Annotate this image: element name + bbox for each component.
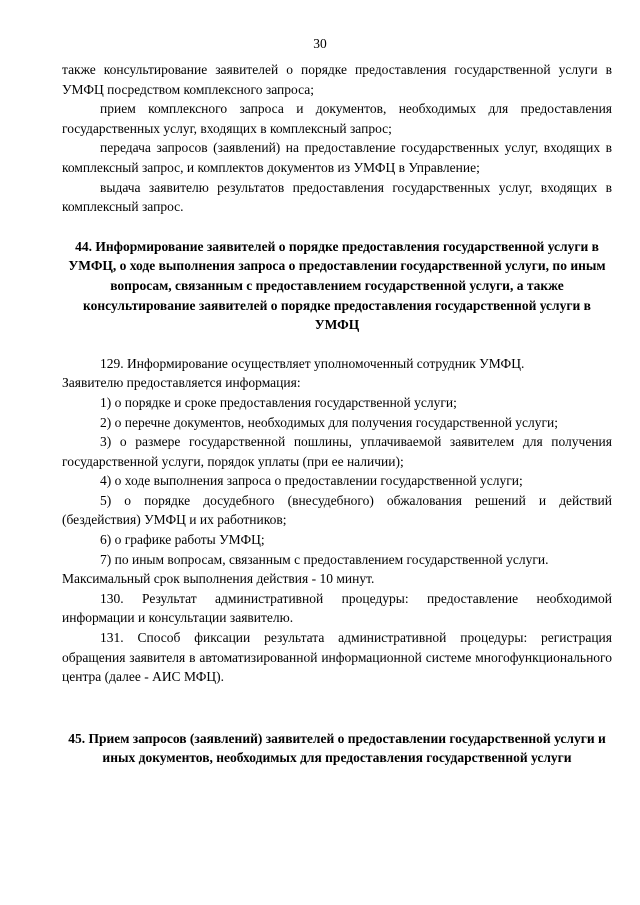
section-44-paragraph: Максимальный срок выполнения действия - 10 минут. <box>62 571 375 587</box>
section-44-paragraph: Заявителю предоставляется информация: <box>62 375 301 391</box>
list-item: 2) о перечне документов, необходимых для получения государственной услуги; <box>100 414 559 430</box>
intro-paragraph: выдача заявителю результатов предоставления государственных услуг, входящих в комплексный запрос. <box>62 179 612 215</box>
list-item: 4) о ходе выполнения запроса о предоставлении государственной услуги; <box>100 473 523 489</box>
intro-paragraph: прием комплексного запроса и документов, необходимых для предоставления государственных услуг, входящих в комплексный запрос; <box>62 101 612 136</box>
section-44-paragraph: 129. Информирование осуществляет уполномоченный сотрудник УМФЦ. <box>100 355 525 371</box>
page-number: 30 <box>313 36 327 51</box>
intro-paragraph: передача запросов (заявлений) на предоставление государственных услуг, входящих в комплексный запрос, и комплектов документов из УМФЦ в Управление; <box>62 140 612 175</box>
section-45-heading: 45. Прием запросов (заявлений) заявителей о предоставлении государственной услуги и иных документов, необходимых для предоставления государственной услуги <box>68 730 606 766</box>
list-item: 5) о порядке досудебного (внесудебного) обжалования решений и действий (бездействия) УМФЦ и их работников; <box>62 492 612 528</box>
page-content <box>62 60 612 768</box>
section-44-paragraph: 131. Способ фиксации результата административной процедуры: регистрация обращения заявителя в автоматизированной информационной системе многофункционального центра (далее - АИС МФЦ). <box>62 630 612 685</box>
section-44-paragraph: 130. Результат административной процедуры: предоставление необходимой информации и консультации заявителю. <box>62 590 612 626</box>
section-44-heading: 44. Информирование заявителей о порядке предоставления государственной услуги в УМФЦ, о ходе выполнения запроса о предоставлении государственной услуги, по иным вопросам, связанным с предоставлением государственной услуги, а также консультирование заявителей о порядке предоставления государственной услуги в УМФЦ <box>68 238 606 333</box>
list-item: 3) о размере государственной пошлины, уплачиваемой заявителем для получения государственной услуги, порядок уплаты (при ее наличии); <box>62 434 612 469</box>
list-item: 7) по иным вопросам, связанным с предоставлением государственной услуги. <box>100 551 549 567</box>
list-item: 6) о графике работы УМФЦ; <box>100 532 265 548</box>
list-item: 1) о порядке и сроке предоставления государственной услуги; <box>100 394 457 410</box>
intro-paragraph: также консультирование заявителей о порядке предоставления государственной услуги в УМФЦ посредством комплексного запроса; <box>62 62 612 97</box>
